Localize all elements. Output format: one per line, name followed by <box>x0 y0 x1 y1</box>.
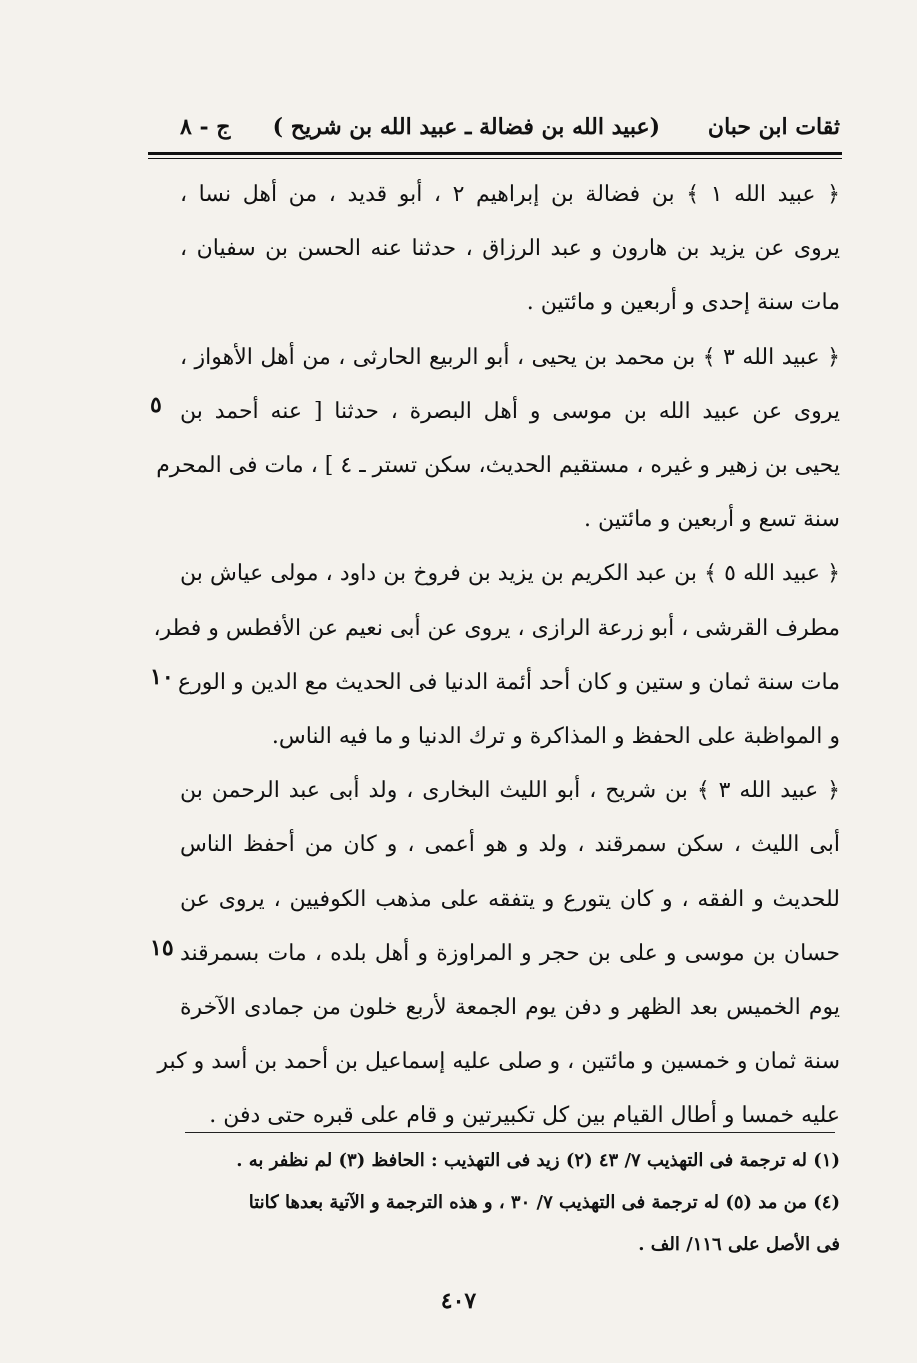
text-line: مطرف القرشى ، أبو زرعة الرازى ، يروى عن أبى نعيم عن الأفطس و فطر، <box>153 615 840 641</box>
volume-number: ج - ٨ <box>180 114 231 140</box>
text-line: ﴿ عبيد الله ٣ ﴾ بن محمد بن يحيى ، أبو الربيع الحارثى ، من أهل الأهواز ، <box>180 344 840 370</box>
running-header <box>150 108 840 148</box>
text-line: ﴿ عبيد الله ٥ ﴾ بن عبد الكريم بن يزيد بن فروخ بن داود ، مولى عياش بن <box>180 561 840 587</box>
page-number: ٤٠٧ <box>440 1288 477 1314</box>
header-rule <box>148 152 842 155</box>
text-line: ﴿ عبيد الله ٣ ﴾ بن شريح ، أبو الليث البخارى ، ولد أبى عبد الرحمن بن <box>180 778 841 804</box>
line-number-10: ١٠ <box>150 664 174 690</box>
text-line: للحديث و الفقه ، و كان يتورع و يتفقه على مذهب الكوفيين ، يروى عن <box>180 886 840 912</box>
line-number-5: ٥ <box>150 392 162 418</box>
entry <box>180 168 840 331</box>
text-line: سنة ثمان و خمسين و مائتين ، و صلى عليه إسماعيل بن أحمد بن أسد و كبر <box>157 1049 840 1075</box>
text-line: حسان بن موسى و على بن حجر و المراوزة و أهل بلده ، مات بسمرقند <box>180 940 840 966</box>
text-line: يروى عن يزيد بن هارون و عبد الرزاق ، حدثنا عنه الحسن بن سفيان ، <box>180 236 840 262</box>
text-line: عليه خمسا و أطال القيام بين كل تكبيرتين و قام على قبره حتى دفن . <box>209 1103 840 1129</box>
header-rule-thin <box>148 158 842 159</box>
text-line: مات سنة إحدى و أربعين و مائتين . <box>526 290 840 316</box>
footnote-line: (٤) من مد (٥) له ترجمة فى التهذيب ٧/ ٣٠ ، و هذه الترجمة و الآتية بعدها كانتا <box>248 1192 840 1213</box>
text-line: مات سنة ثمان و ستين و كان أحد أئمة الدنيا فى الحديث مع الدين و الورع <box>178 669 840 695</box>
text-line: يروى عن عبيد الله بن موسى و أهل البصرة ، حدثنا [ عنه أحمد بن <box>180 398 840 424</box>
section-range: (عبيد الله بن فضالة ـ عبيد الله بن شريح ) <box>272 114 660 140</box>
text-line: سنة تسع و أربعين و مائتين . <box>583 507 840 533</box>
entry <box>156 331 840 548</box>
text-line: يوم الخميس بعد الظهر و دفن يوم الجمعة لأربع خلون من جمادى الآخرة <box>180 995 840 1021</box>
text-line: ﴿ عبيد الله ١ ﴾ بن فضالة بن إبراهيم ٢ ، أبو قديد ، من أهل نسا ، <box>180 182 840 207</box>
line-number-15: ١٥ <box>150 935 174 961</box>
footnote-line: (١) له ترجمة فى التهذيب ٧/ ٤٣ (٢) زيد فى التهذيب : الحافظ (٣) لم نظفر به . <box>236 1150 840 1171</box>
text-line: و المواظبة على الحفظ و المذاكرة و ترك الدنيا و ما فيه الناس. <box>271 724 840 750</box>
text-line: أبى الليث ، سكن سمرقند ، ولد و هو أعمى ، و كان من أحفظ الناس <box>180 832 840 858</box>
footnote-line: فى الأصل على ١١٦/ الف . <box>638 1234 840 1255</box>
footnotes <box>180 1140 840 1266</box>
footnote-separator <box>185 1132 835 1133</box>
text-line: يحيى بن زهير و غيره ، مستقيم الحديث، سكن تستر ـ ٤ ] ، مات فى المحرم <box>156 453 840 479</box>
book-title: ثقات ابن حبان <box>707 114 840 140</box>
